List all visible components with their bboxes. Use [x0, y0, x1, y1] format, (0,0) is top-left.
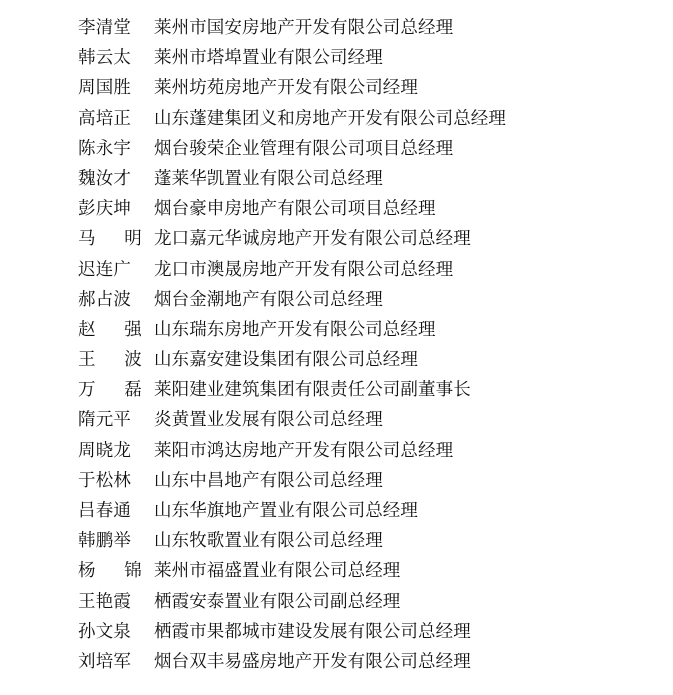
roster-row — [0, 163, 673, 193]
person-title: 莱州市塔埠置业有限公司经理 — [154, 47, 383, 68]
person-name: 赵 强 — [78, 318, 142, 339]
person-name: 李清堂 — [78, 17, 132, 37]
roster-row — [0, 646, 673, 676]
roster-row — [0, 193, 673, 223]
person-name: 迟连广 — [78, 258, 132, 279]
person-name: 于松林 — [78, 469, 132, 490]
roster-row — [0, 495, 673, 525]
person-title: 烟台金潮地产有限公司总经理 — [154, 288, 383, 309]
person-title: 栖霞市果都城市建设发展有限公司总经理 — [154, 620, 471, 641]
person-title: 山东嘉安建设集团有限公司总经理 — [154, 349, 418, 370]
person-title: 山东中昌地产有限公司总经理 — [154, 469, 383, 490]
person-title: 龙口嘉元华诚房地产开发有限公司总经理 — [154, 228, 471, 249]
roster-row — [0, 465, 673, 495]
person-name: 魏汝才 — [78, 167, 132, 188]
person-name: 隋元平 — [78, 409, 132, 430]
roster-row — [0, 525, 673, 555]
person-title: 山东华旗地产置业有限公司总经理 — [154, 500, 418, 520]
person-name: 周国胜 — [78, 77, 132, 98]
person-title: 山东牧歌置业有限公司总经理 — [154, 530, 383, 551]
person-name: 郝占波 — [78, 288, 132, 309]
person-title: 蓬莱华凯置业有限公司总经理 — [154, 167, 383, 188]
person-title: 莱阳建业建筑集团有限责任公司副董事长 — [154, 379, 471, 400]
roster-row — [0, 42, 673, 72]
person-name: 吕春通 — [78, 500, 132, 520]
person-title: 栖霞安泰置业有限公司副总经理 — [154, 590, 401, 611]
person-title: 烟台豪申房地产有限公司项目总经理 — [154, 198, 436, 219]
person-name: 陈永宇 — [78, 137, 132, 158]
person-name: 韩鹏举 — [78, 530, 132, 551]
person-title: 莱阳市鸿达房地产开发有限公司总经理 — [154, 439, 454, 460]
person-title: 烟台骏荣企业管理有限公司项目总经理 — [154, 137, 454, 158]
roster-row — [0, 555, 673, 585]
roster-row — [0, 344, 673, 374]
person-title: 龙口市澳晟房地产开发有限公司总经理 — [154, 258, 454, 279]
person-name: 高培正 — [78, 107, 132, 128]
roster-list — [0, 12, 673, 676]
person-title: 莱州市福盛置业有限公司总经理 — [154, 560, 401, 581]
person-name: 周晓龙 — [78, 439, 132, 460]
person-title: 烟台双丰易盛房地产开发有限公司总经理 — [154, 650, 471, 671]
roster-row — [0, 374, 673, 404]
roster-row — [0, 616, 673, 646]
person-name: 孙文泉 — [78, 620, 132, 641]
roster-row — [0, 254, 673, 284]
person-name: 王艳霞 — [78, 590, 132, 611]
person-name: 马 明 — [78, 228, 142, 249]
roster-row — [0, 223, 673, 253]
roster-row — [0, 72, 673, 102]
person-name: 王 波 — [78, 349, 142, 370]
roster-row — [0, 133, 673, 163]
person-name: 韩云太 — [78, 47, 132, 68]
roster-row — [0, 586, 673, 616]
person-title: 莱州坊苑房地产开发有限公司经理 — [154, 77, 418, 98]
person-title: 莱州市国安房地产开发有限公司总经理 — [154, 17, 454, 37]
roster-row — [0, 12, 673, 42]
roster-row — [0, 404, 673, 434]
roster-row — [0, 284, 673, 314]
roster-row — [0, 314, 673, 344]
person-name: 杨 锦 — [78, 560, 142, 581]
roster-row — [0, 435, 673, 465]
person-name: 彭庆坤 — [78, 198, 132, 219]
person-title: 炎黄置业发展有限公司总经理 — [154, 409, 383, 430]
person-name: 万 磊 — [78, 379, 142, 400]
person-title: 山东蓬建集团义和房地产开发有限公司总经理 — [154, 107, 506, 128]
person-name: 刘培军 — [78, 650, 132, 671]
roster-row — [0, 103, 673, 133]
person-title: 山东瑞东房地产开发有限公司总经理 — [154, 318, 436, 339]
